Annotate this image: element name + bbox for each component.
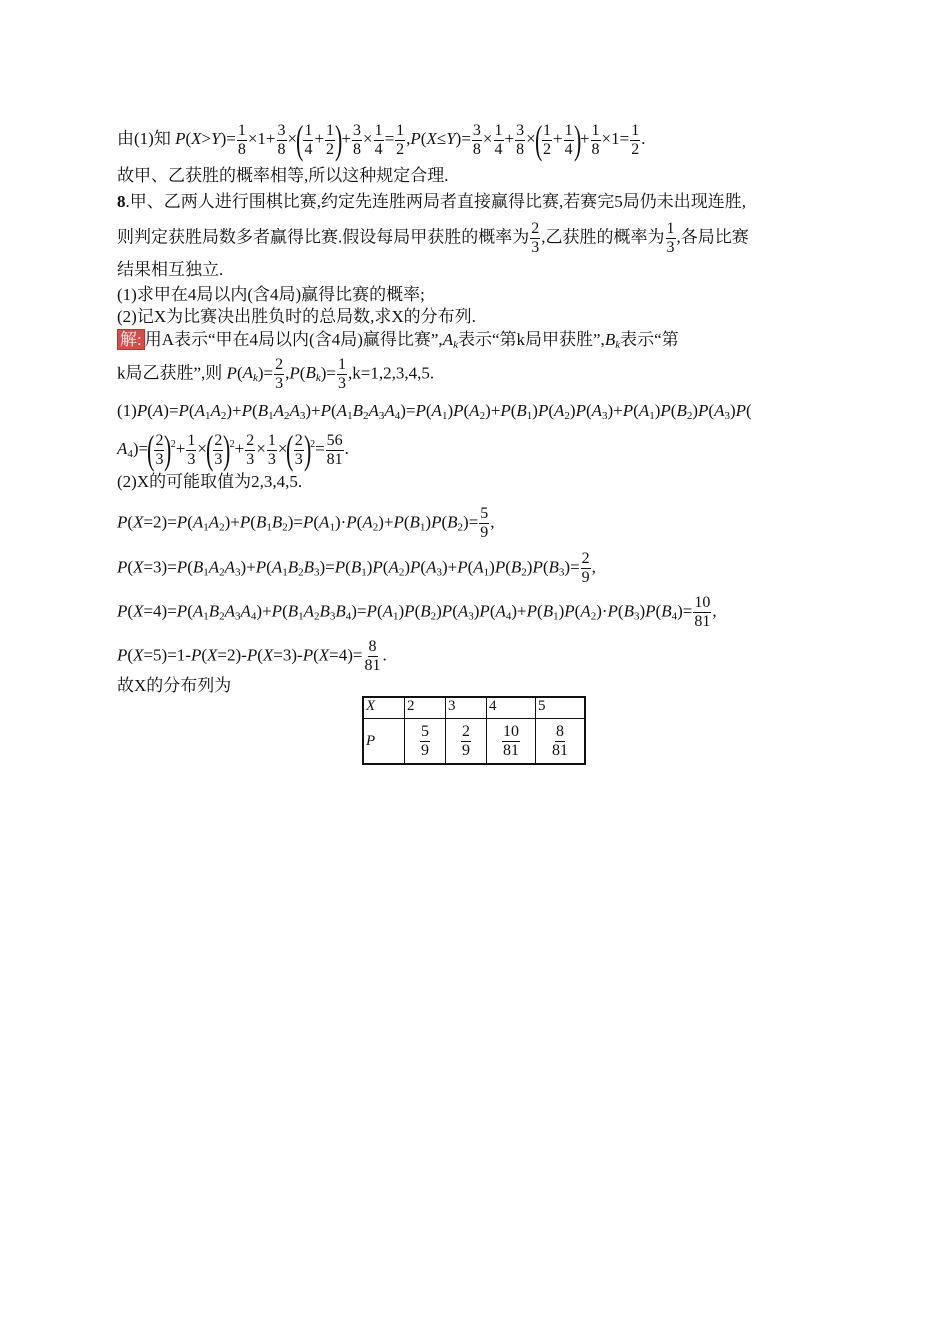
table-cell: P xyxy=(363,719,405,765)
table-cell: $\frac{8}{81}$ xyxy=(536,719,586,765)
table-cell: 2 xyxy=(405,697,446,719)
table-header-row xyxy=(363,697,585,719)
question-1: (1)求甲在4局以内(含4局)赢得比赛的概率; xyxy=(117,285,425,304)
table-cell: $\frac{10}{81}$ xyxy=(487,719,536,765)
problem-8-text-c: 结果相互独立. xyxy=(117,260,224,279)
question-2: (2)记X为比赛决出胜负时的总局数,求X的分布列. xyxy=(117,307,476,326)
table-cell: X xyxy=(363,697,405,719)
solution-part-1b: $A_4)=$( $\frac{2}{3}$ )$^2$+ $\frac{1}{3}$ ×( $\frac{2}{3}$ )$^2$+ $\frac{2}{3}$ × $\frac{1}{3}$ ×( $\frac{2}{3}$ )$^2$= $\frac{56}{81}$ . xyxy=(117,427,349,472)
table-cell: 3 xyxy=(446,697,487,719)
px3-line: $P(X=3)=P(B_1A_2A_3)+P(A_1B_2B_3)=P(B_1)P(A_2)P(A_3)+P(A_1)P(B_2)P(B_3)=$ $\frac{2}{9}$ , xyxy=(117,550,596,586)
distribution-table xyxy=(362,696,586,765)
table-cell: $\frac{2}{9}$ xyxy=(446,719,487,765)
solution-line-2: k局乙获胜”,则 $P(A_k)=$ $\frac{2}{3}$ $,P(B_k)=$ $\frac{1}{3}$ ,k=1,2,3,4,5. xyxy=(117,356,435,392)
table-cell: 4 xyxy=(487,697,536,719)
solution-part-1a: $(1)P(A)=P(A_1A_2)+P(B_1A_2A_3)+P(A_1B_2A_3A_4)=P(A_1)P(A_2)+P(B_1)P(A_2)P(A_3)+P(A_1)P(B_2)P(A_3)P$( xyxy=(117,401,752,422)
solution-line-1: 解: 用A表示“甲在4局以内(含4局)赢得比赛$”,A_k$表示“第k局甲获胜$”,B_k$表示“第 xyxy=(117,329,679,351)
text: 由(1)知 xyxy=(117,128,171,148)
distribution-intro: 故X的分布列为 xyxy=(117,676,232,695)
conclusion-line: 故甲、乙获胜的概率相等,所以这种规定合理. xyxy=(117,166,449,185)
px5-line: P(X=5)=1-P(X=2)-P(X=3)-P(X=4)= $\frac{8}{81}$ . xyxy=(117,638,387,674)
table-cell: 5 xyxy=(536,697,586,719)
equation-line-1: 由(1)知 P(X>Y)= $\frac{1}{8}$ ×1+ $\frac{3}{8}$ ×( $\frac{1}{4}$ + $\frac{1}{2}$ )+ $\frac{3}{8}$ × $\frac{1}{4}$ = $\frac{1}{2}$ ,P(X≤Y)= $\frac{3}{8}$ × $\frac{1}{4}$ + $\frac{3}{8}$ ×( $\frac{1}{2}$ + $\frac{1}{4}$ )+ $\frac{1}{8}$ ×1= $\frac{1}{2}$ . xyxy=(117,117,646,162)
solution-part-2-intro: (2)X的可能取值为2,3,4,5. xyxy=(117,472,303,491)
px2-line: $P(X=2)=P(A_1A_2)+P(B_1B_2)=P(A_1)\cdot P(A_2)+P(B_1)P(B_2)=$ $\frac{5}{9}$ , xyxy=(117,505,495,541)
px4-line: $P(X=4)=P(A_1B_2A_3A_4)+P(B_1A_2B_3B_4)=P(A_1)P(B_2)P(A_3)P(A_4)+P(B_1)P(A_2)\cdot P(B_3)P(B_4)=$ $\frac{10}{81}$ , xyxy=(117,594,717,630)
solution-label: 解: xyxy=(117,329,145,350)
problem-8-text-a: 8.甲、乙两人进行围棋比赛,约定先连胜两局者直接赢得比赛,若赛完5局仍未出现连胜, xyxy=(117,192,746,211)
problem-number: 8 xyxy=(117,192,126,211)
problem-8-text-b: 则判定获胜局数多者赢得比赛.假设每局甲获胜的概率为 $\frac{2}{3}$ ,乙获胜的概率为 $\frac{1}{3}$ ,各局比赛 xyxy=(117,220,749,256)
table-cell: $\frac{5}{9}$ xyxy=(405,719,446,765)
table-row xyxy=(363,719,585,765)
